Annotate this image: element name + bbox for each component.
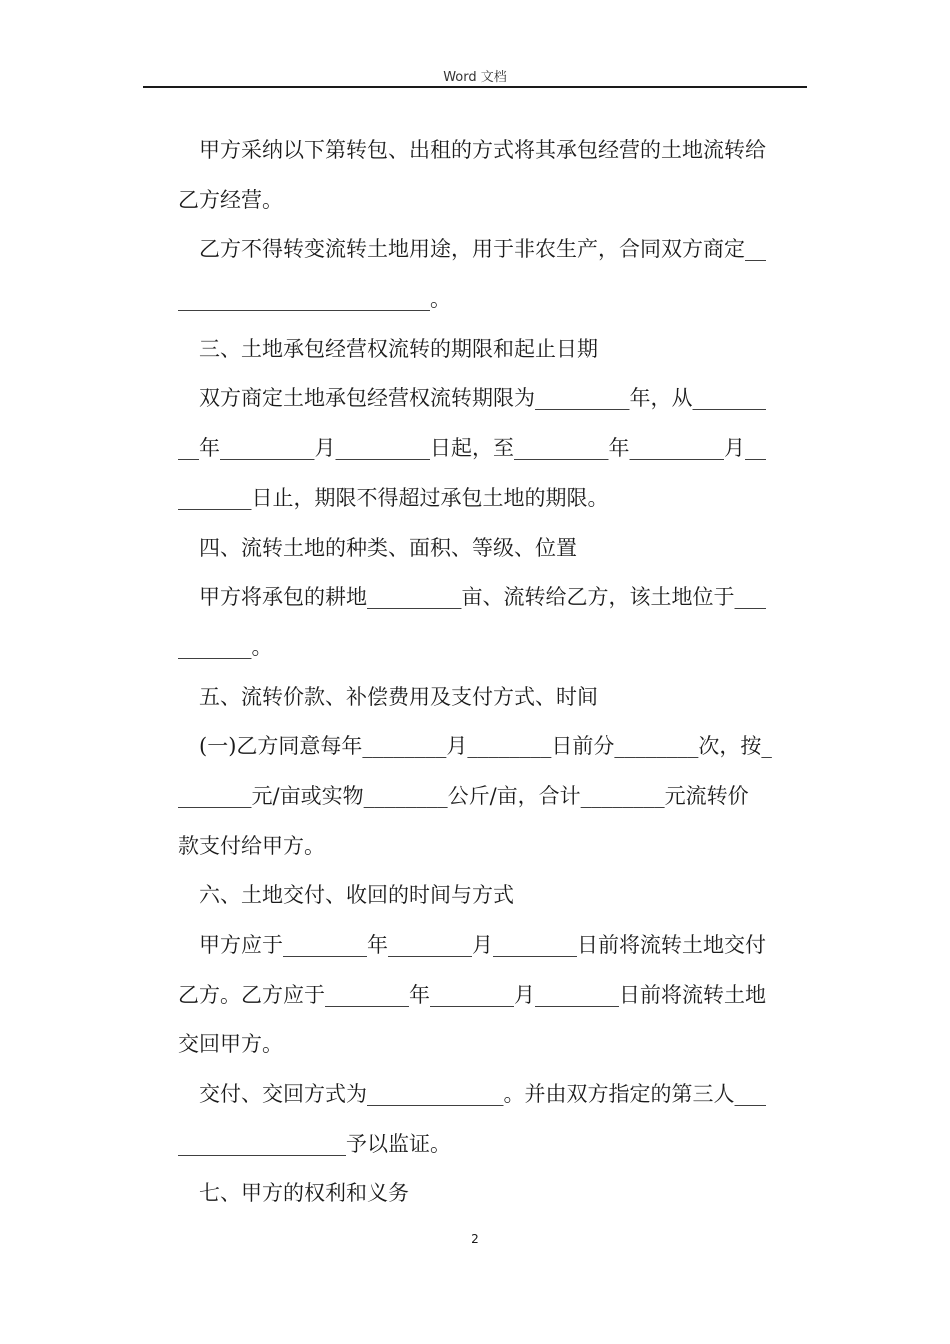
paragraph-line: 乙方经营。 [178, 187, 283, 212]
page-number: 2 [471, 1232, 479, 1246]
paragraph-line: ________________________。 [178, 287, 451, 312]
paragraph-line: 双方商定土地承包经营权流转期限为_________年，从_______ [199, 386, 766, 411]
paragraph-line: 甲方采纳以下第转包、出租的方式将其承包经营的土地流转给 [199, 138, 766, 162]
paragraph-line: __年_________月_________日起，至_________年_________月__ [178, 436, 766, 461]
document-body [178, 126, 804, 1219]
paragraph-line: 甲方应于________年________月________日前将流转土地交付 [199, 933, 766, 957]
paragraph-line: 甲方将承包的耕地_________亩、流转给乙方，该土地位于___ [199, 585, 766, 610]
paragraph-line: 款支付给甲方。 [178, 833, 325, 858]
header-divider [143, 86, 807, 88]
section-heading: 五、流转价款、补偿费用及支付方式、时间 [199, 684, 598, 709]
paragraph-line: _______元/亩或实物________公斤/亩，合计________元流转价 [178, 783, 749, 808]
paragraph-line: 乙方不得转变流转土地用途，用于非农生产，合同双方商定__ [199, 237, 766, 262]
section-heading: 四、流转土地的种类、面积、等级、位置 [199, 535, 577, 560]
paragraph-line: 交付、交回方式为_____________。并由双方指定的第三人___ [199, 1082, 766, 1107]
paragraph-line: (一)乙方同意每年________月________日前分________次，按_ [199, 734, 772, 759]
section-heading: 七、甲方的权利和义务 [199, 1181, 409, 1206]
paragraph-line: 乙方。乙方应于________年________月________日前将流转土地 [178, 982, 766, 1007]
paragraph-line: ________________予以监证。 [178, 1131, 451, 1156]
paragraph-line: 交回甲方。 [178, 1032, 283, 1057]
page-header-title: Word 文档 [443, 70, 507, 85]
paragraph-line: _______日止，期限不得超过承包土地的期限。 [178, 485, 609, 510]
section-heading: 六、土地交付、收回的时间与方式 [199, 883, 514, 908]
paragraph-line: _______。 [178, 634, 273, 659]
section-heading: 三、土地承包经营权流转的期限和起止日期 [199, 336, 598, 361]
